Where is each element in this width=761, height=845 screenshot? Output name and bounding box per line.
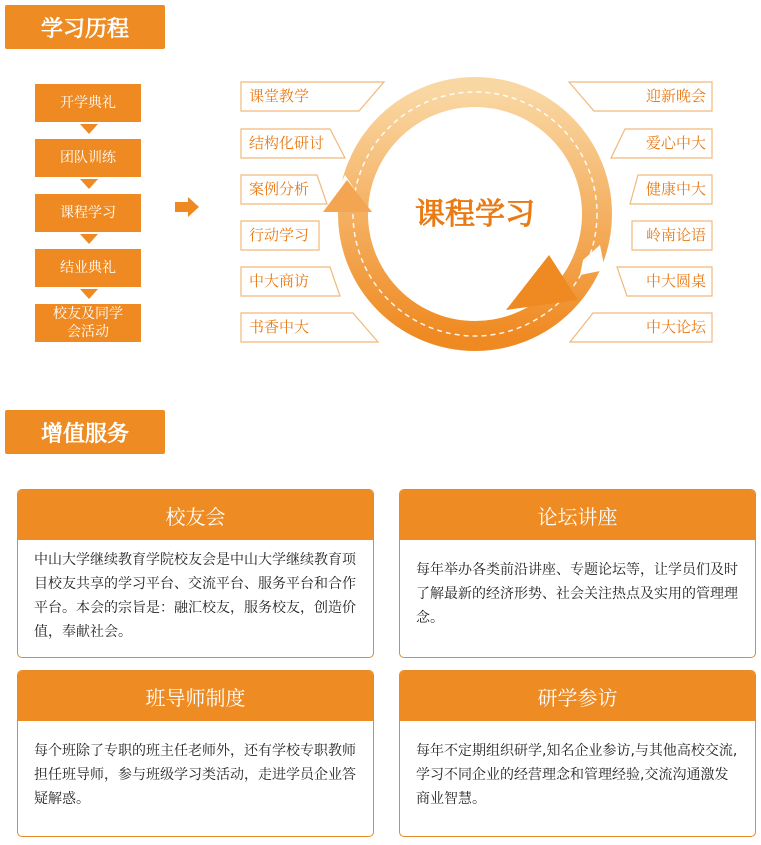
card-text: 每年举办各类前沿讲座、专题论坛等，让学员们及时了解最新的经济形势、社会关注热点及实用的管理理念。 xyxy=(416,562,738,626)
center-label: 课程学习 xyxy=(415,197,535,232)
right-item-welcome-party: 迎新晚会 xyxy=(645,87,706,105)
right-item-lingnan-forum: 岭南论语 xyxy=(645,226,706,244)
right-item-forum: 中大论坛 xyxy=(645,318,706,336)
step-team-training: 团队训练 xyxy=(35,139,141,177)
card-text: 每年不定期组织研学,知名企业参访,与其他高校交流,学习不同企业的经营理念和管理经验,交流沟通激发商业智慧。 xyxy=(416,743,738,807)
step-graduation: 结业典礼 xyxy=(35,249,141,287)
left-item-action-learning: 行动学习 xyxy=(249,226,310,244)
step-alumni-activities: 校友及同学 会活动 xyxy=(35,304,141,342)
card-title: 校友会 xyxy=(18,490,373,540)
service-card-tutor xyxy=(17,670,374,837)
right-item-charity: 爱心中大 xyxy=(645,134,706,152)
left-item-reading: 书香中大 xyxy=(249,318,310,336)
step-course-study: 课程学习 xyxy=(35,194,141,232)
card-text: 每个班除了专职的班主任老师外，还有学校专职教师担任班导师，参与班级学习类活动，走进学员企业答疑解惑。 xyxy=(34,743,356,807)
step-opening-ceremony: 开学典礼 xyxy=(35,84,141,122)
right-arrow-icon xyxy=(175,197,199,217)
right-item-roundtable: 中大圆桌 xyxy=(645,272,706,290)
service-section-header: 增值服务 xyxy=(5,410,165,454)
service-card-alumni xyxy=(17,489,374,658)
service-card-forum xyxy=(399,489,756,658)
left-item-company-visit: 中大商访 xyxy=(249,272,310,290)
card-title: 班导师制度 xyxy=(18,671,373,721)
card-title: 论坛讲座 xyxy=(400,490,755,540)
left-item-structured-discussion: 结构化研讨 xyxy=(249,134,325,152)
left-item-case-analysis: 案例分析 xyxy=(249,180,310,198)
card-title: 研学参访 xyxy=(400,671,755,721)
card-text: 中山大学继续教育学院校友会是中山大学继续教育项目校友共享的学习平台、交流平台、服务平台和合作平台。本会的宗旨是：融汇校友，服务校友，创造价值，奉献社会。 xyxy=(34,552,356,640)
left-item-classroom: 课堂教学 xyxy=(249,87,310,105)
journey-section-header: 学习历程 xyxy=(5,5,165,49)
right-item-health: 健康中大 xyxy=(645,180,706,198)
service-card-study-visit xyxy=(399,670,756,837)
